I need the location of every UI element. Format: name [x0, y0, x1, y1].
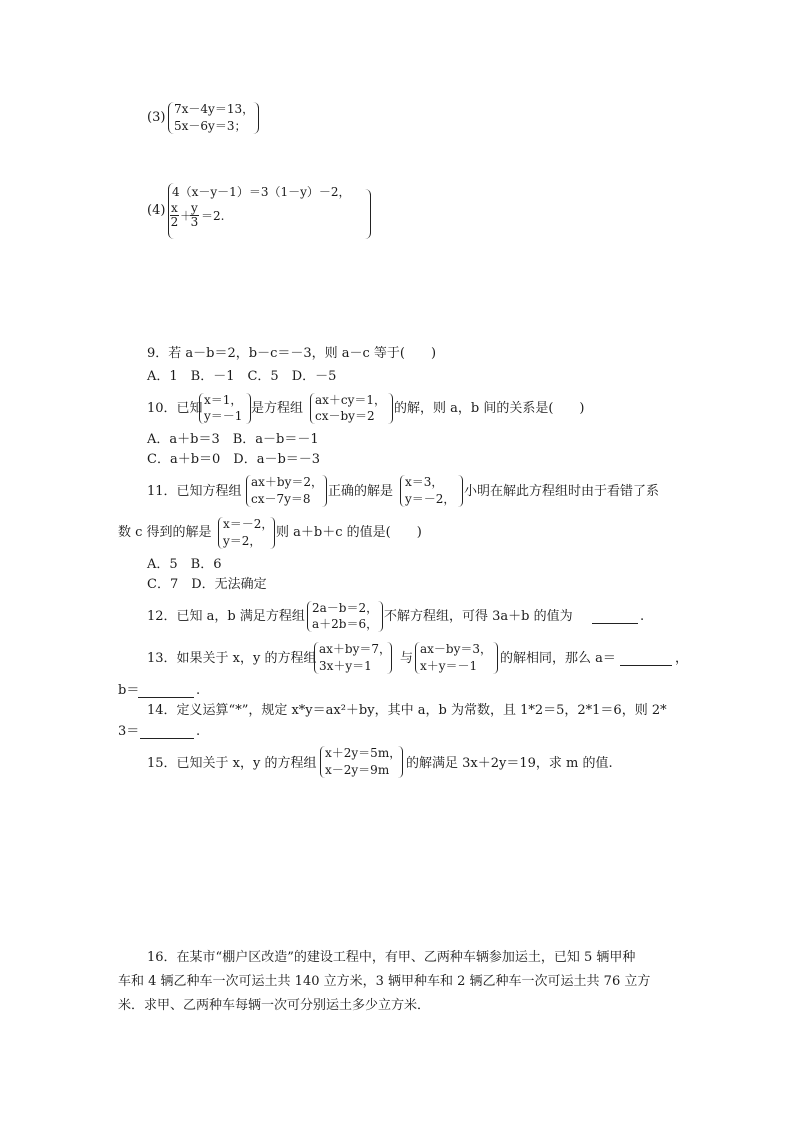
- q13-line2-end: .: [196, 683, 201, 698]
- q13-suffix-end: ，: [675, 651, 689, 666]
- q11-prefix: 11．已知方程组: [147, 484, 242, 499]
- q10-options-row-1: A．a＋b＝3 B．a－b＝－1: [147, 432, 319, 447]
- q10-sys2-eq2: cx－by＝2: [315, 409, 375, 423]
- q13-prefix: 13．如果关于 x，y 的方程组: [147, 651, 317, 666]
- q10-sys1-eq2: y＝－1: [204, 409, 243, 423]
- q13-sys2-eq1: ax－by＝3，: [420, 642, 493, 656]
- q11-sys3-eq2: y＝2，: [223, 534, 262, 548]
- q15-sys-eq2: x－2y＝9m: [325, 763, 390, 777]
- q4-plus: ＋: [180, 209, 193, 223]
- q3-equation-1: 7x－4y＝13，: [174, 102, 255, 116]
- q12-sys-eq2: a＋2b＝6，: [312, 617, 379, 631]
- q3-label: (3): [147, 110, 166, 125]
- q11-sys1-right-brace: [322, 475, 327, 507]
- q10-prefix: 10．已知: [147, 401, 203, 416]
- q13-suffix: 的解相同，那么 a＝: [500, 651, 616, 666]
- q10-sys2-right-brace: [388, 393, 393, 424]
- q11-sys1-eq2: cx－7y＝8: [251, 492, 311, 506]
- q11-sys1-eq1: ax＋by＝2，: [251, 475, 324, 489]
- q11-sys2-eq2: y＝－2，: [405, 492, 456, 506]
- q10-sys1-eq1: x＝1，: [204, 393, 243, 407]
- q4-frac1-denominator: 2: [170, 215, 179, 229]
- q3-right-brace: [253, 102, 259, 134]
- q4-equation-1: 4（x－y－1）＝3（1－y）－2，: [172, 185, 351, 199]
- q11-sys3-eq1: x＝－2，: [223, 517, 274, 531]
- q4-fraction-x-over-2: [170, 202, 179, 229]
- q11-line2-prefix: 数 c 得到的解是: [118, 525, 212, 540]
- q13-sys2-eq2: x＋y＝－1: [420, 659, 478, 673]
- q13-sys1-eq2: 3x＋y＝1: [319, 659, 372, 673]
- q4-fraction-y-over-3: [190, 202, 199, 229]
- q12-suffix: 不解方程组，可得 3a＋b 的值为: [384, 609, 573, 624]
- q11-line2-suffix: 则 a＋b＋c 的值是( ): [276, 525, 422, 540]
- q16-line-2: 车和 4 辆乙种车一次可运土共 140 立方米，3 辆甲种车和 2 辆乙种车一次可运土共 76 立方: [118, 974, 651, 989]
- q4-label: (4): [147, 203, 166, 218]
- q10-suffix: 的解，则 a，b 间的关系是( ): [394, 401, 585, 416]
- q11-sys2-eq1: x＝3，: [405, 475, 444, 489]
- q10-options-row-2: C．a＋b＝0 D．a－b＝－3: [147, 452, 321, 467]
- q4-right-brace: [365, 189, 371, 239]
- q4-frac1-numerator: x: [171, 201, 178, 215]
- q3-equation-2: 5x－6y＝3；: [174, 119, 247, 133]
- q10-middle: 是方程组: [251, 401, 304, 416]
- q15-sys-eq1: x＋2y＝5m，: [325, 746, 402, 760]
- q12-end: .: [640, 609, 645, 624]
- q13-sys2-right-brace: [493, 642, 498, 674]
- q10-sys2-eq1: ax＋cy＝1，: [315, 393, 387, 407]
- q14-line-1: 14．定义运算“*”，规定 x*y＝ax²＋by，其中 a，b 为常数，且 1*2＝5，2*1＝6，则 2*: [147, 703, 667, 718]
- q13-sys1-right-brace: [387, 642, 392, 674]
- q9-stem: 9．若 a－b＝2，b－c＝－3，则 a－c 等于( ): [147, 346, 437, 361]
- q9-options: A．1 B．－1 C．5 D．－5: [147, 369, 337, 384]
- q13-sys1-eq1: ax＋by＝7，: [319, 642, 392, 656]
- q11-options-row-1: A．5 B．6: [147, 557, 222, 572]
- q12-sys-eq1: 2a－b＝2，: [312, 601, 379, 615]
- q15-sys-right-brace: [398, 746, 403, 778]
- q12-sys-right-brace: [378, 601, 383, 632]
- q4-frac2-numerator: y: [191, 201, 198, 215]
- q11-sys3-right-brace: [270, 517, 275, 549]
- q11-options-row-2: C．7 D．无法确定: [147, 577, 267, 592]
- q15-suffix: 的解满足 3x＋2y＝19，求 m 的值.: [406, 756, 613, 771]
- q4-equation-2-rhs: ＝2.: [201, 209, 225, 223]
- q11-sys2-right-brace: [458, 475, 463, 507]
- q15-prefix: 15．已知关于 x，y 的方程组: [147, 756, 317, 771]
- q13-b-answer-blank[interactable]: [138, 685, 194, 698]
- q13-middle: 与: [400, 651, 414, 666]
- q16-line-3: 米．求甲、乙两种车每辆一次可分别运土多少立方米．: [118, 998, 431, 1013]
- q4-frac2-denominator: 3: [190, 215, 199, 229]
- q14-line2-end: .: [196, 724, 201, 739]
- q12-answer-blank[interactable]: [592, 611, 638, 624]
- q11-suffix: 小明在解此方程组时由于看错了系: [464, 484, 660, 499]
- q14-line2-prefix: 3＝: [118, 724, 140, 739]
- q14-answer-blank[interactable]: [140, 726, 194, 739]
- q12-prefix: 12．已知 a，b 满足方程组: [147, 609, 305, 624]
- q16-line-1: 16．在某市“棚户区改造”的建设工程中，有甲、乙两种车辆参加运土，已知 5 辆甲种: [147, 950, 636, 965]
- q11-middle: 正确的解是: [328, 484, 394, 499]
- q13-line2-prefix: b＝: [118, 683, 140, 698]
- q13-a-answer-blank[interactable]: [620, 653, 672, 666]
